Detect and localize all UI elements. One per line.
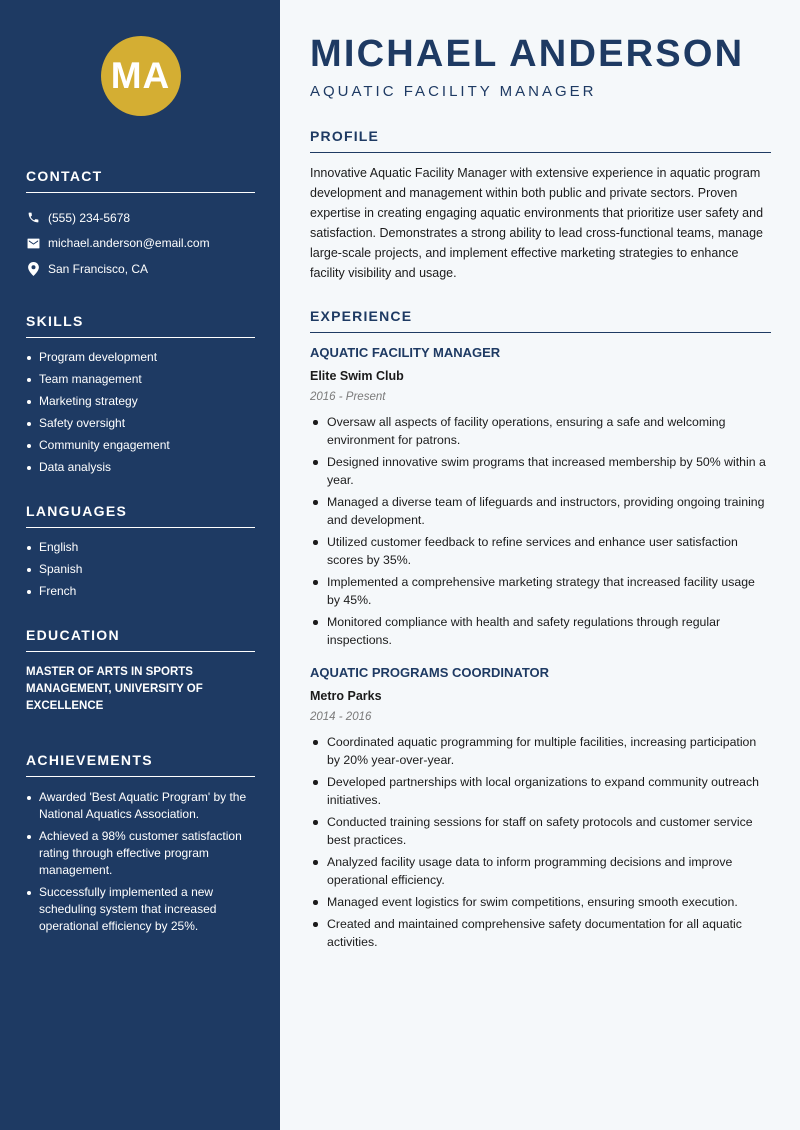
contact-location (26, 256, 255, 282)
contact-section (26, 168, 255, 282)
skill-item: Safety oversight (26, 416, 255, 431)
phone-icon (26, 211, 40, 225)
avatar: MA (101, 36, 181, 116)
candidate-name: MICHAEL ANDERSON (310, 33, 745, 75)
language-item: French (26, 584, 255, 599)
achievement-item: Achieved a 98% customer satisfaction rating through effective program management. (26, 828, 255, 879)
languages-section (26, 503, 255, 599)
job-bullet: Implemented a comprehensive marketing strategy that increased facility usage by 45%. (310, 573, 771, 609)
language-item: English (26, 540, 255, 555)
achievements-section (26, 752, 255, 935)
achievements-title: ACHIEVEMENTS (26, 752, 255, 777)
achievement-item: Awarded 'Best Aquatic Program' by the National Aquatics Association. (26, 789, 255, 823)
skill-item: Data analysis (26, 460, 255, 475)
profile-title: PROFILE (310, 128, 771, 153)
job-bullet: Oversaw all aspects of facility operations, ensuring a safe and welcoming environment for patrons. (310, 413, 771, 449)
contact-phone-text: (555) 234-5678 (48, 210, 131, 225)
job-entry (310, 665, 771, 951)
skill-item: Community engagement (26, 438, 255, 453)
education-title: EDUCATION (26, 627, 255, 652)
education-section (26, 627, 255, 715)
skills-section (26, 313, 255, 475)
skills-title: SKILLS (26, 313, 255, 338)
job-bullet: Created and maintained comprehensive safety documentation for all aquatic activities. (310, 915, 771, 951)
candidate-role: AQUATIC FACILITY MANAGER (310, 83, 597, 100)
main-content (280, 0, 800, 1130)
languages-list (26, 540, 255, 599)
job-bullets (310, 733, 771, 951)
contact-email (26, 231, 255, 257)
profile-text: Innovative Aquatic Facility Manager with extensive experience in aquatic program development and management within both public and private sectors. Proven expertise in creating engaging aquatic environments that prioritize user safety and satisfaction. Demonstrates a strong ability to lead cross-functional teams, manage large-scale projects, and implement effective marketing strategies to enhance facility visibility and usage. (310, 166, 764, 280)
contact-location-text: San Francisco, CA (48, 261, 149, 276)
experience-section (310, 308, 771, 951)
achievements-list (26, 789, 255, 935)
job-entry (310, 345, 771, 649)
education-entry: MASTER OF ARTS IN SPORTS MANAGEMENT, UNIVERSITY OF EXCELLENCE (26, 665, 203, 712)
achievement-item: Successfully implemented a new scheduling system that increased operational efficiency by 25%. (26, 884, 255, 935)
job-title: AQUATIC FACILITY MANAGER (310, 345, 501, 360)
skill-item: Team management (26, 372, 255, 387)
contact-email-text: michael.anderson@email.com (48, 236, 210, 251)
job-bullet: Managed event logistics for swim competitions, ensuring smooth execution. (310, 893, 771, 911)
job-bullet: Designed innovative swim programs that increased membership by 50% within a year. (310, 453, 771, 489)
experience-title: EXPERIENCE (310, 308, 771, 333)
profile-section (310, 128, 771, 283)
job-bullet: Coordinated aquatic programming for multiple facilities, increasing participation by 20% year-over-year. (310, 733, 771, 769)
skills-list (26, 350, 255, 475)
job-bullet: Conducted training sessions for staff on safety protocols and customer service best practices. (310, 813, 771, 849)
contact-phone (26, 205, 255, 231)
job-title: AQUATIC PROGRAMS COORDINATOR (310, 665, 550, 680)
languages-title: LANGUAGES (26, 503, 255, 528)
location-pin-icon (26, 262, 40, 276)
job-bullet: Analyzed facility usage data to inform programming decisions and improve operational efficiency. (310, 853, 771, 889)
job-company: Metro Parks (310, 689, 382, 703)
job-dates: 2014 - 2016 (310, 711, 372, 723)
language-item: Spanish (26, 562, 255, 577)
skill-item: Program development (26, 350, 255, 365)
job-company: Elite Swim Club (310, 369, 404, 383)
email-icon (26, 236, 40, 250)
job-bullet: Developed partnerships with local organizations to expand community outreach initiatives. (310, 773, 771, 809)
skill-item: Marketing strategy (26, 394, 255, 409)
job-dates: 2016 - Present (310, 391, 386, 403)
job-bullets (310, 413, 771, 649)
job-bullet: Utilized customer feedback to refine services and enhance user satisfaction scores by 35%. (310, 533, 771, 569)
sidebar (0, 0, 280, 1130)
job-bullet: Managed a diverse team of lifeguards and instructors, providing ongoing training and development. (310, 493, 771, 529)
job-bullet: Monitored compliance with health and safety regulations through regular inspections. (310, 613, 771, 649)
contact-title: CONTACT (26, 168, 255, 193)
